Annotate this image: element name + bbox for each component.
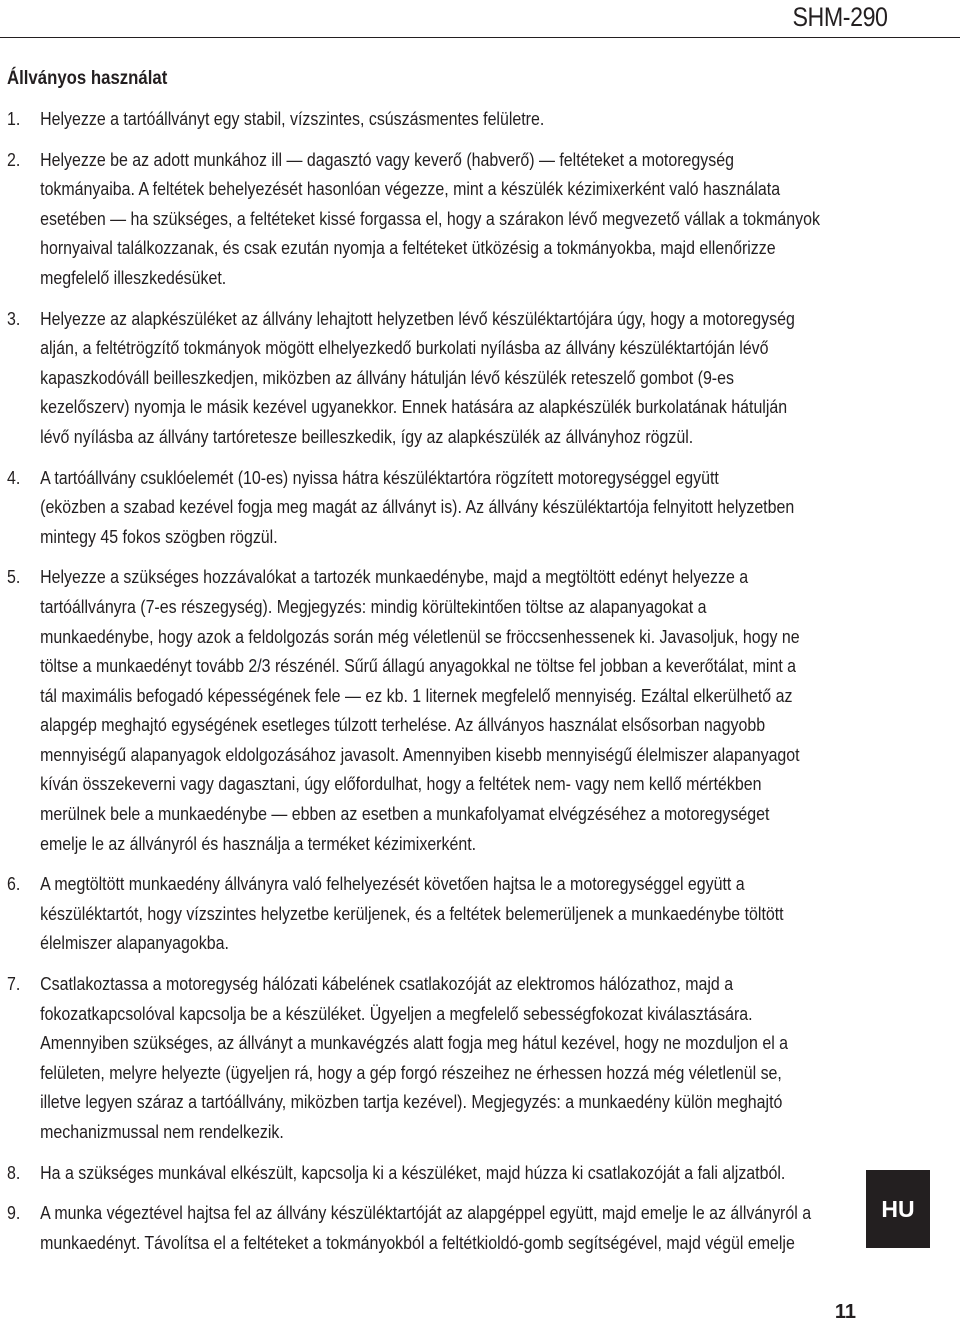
step-text-line: lévő nyílásba az állvány tartóretesze beilleszkedik, így az alapkészülék az állványhoz rögzül.	[40, 425, 694, 447]
step-text-line: Helyezze be az adott munkához ill — dagasztó vagy keverő (habverő) — feltéteket a motoregység	[40, 148, 734, 170]
list-item	[7, 1198, 841, 1257]
step-text-line: élelmiszer alapanyagokba.	[40, 932, 229, 954]
list-item	[7, 1158, 841, 1188]
step-text-line: mintegy 45 fokos szögben rögzül.	[40, 525, 278, 547]
instruction-list	[7, 104, 841, 1268]
step-text-line: esetében — ha szükséges, a feltéteket kissé forgassa el, hogy a szárakon lévő megvezető vállak a tokmányok	[40, 207, 820, 229]
step-text-line: A megtöltött munkaedény állványra való felhelyezését követően hajtsa le a motoregységgel együtt a	[40, 873, 745, 895]
step-text	[40, 463, 840, 552]
step-text-line: tokmányaiba. A feltétek behelyezését hasonlóan végezze, mint a készülék kézimixerként való használata	[40, 178, 781, 200]
step-text-line: illetve legyen száraz a tartóállvány, miközben tartja kezével). Megjegyzés: a munkaedény külön meghajtó	[40, 1091, 783, 1113]
step-text-line: alapgép meghajtó egységének esetleges túlzott terhelése. Az állványos használat elsősorban nagyobb	[40, 714, 766, 736]
step-text	[40, 304, 840, 452]
step-text-line: kezelőszerv) nyomja le másik kezével ugyanekkor. Ennek hatására az alapkészülék burkolatának hátulján	[40, 396, 788, 418]
step-text-line: emelje le az állványról és használja a terméket kézimixerként.	[40, 832, 477, 854]
step-number: 1.	[7, 108, 21, 129]
step-text-line: alján, a feltétrögzítő tokmányok mögött elhelyezkedő burkolati nyílásba az állvány készüléktartóján lévő	[40, 337, 769, 359]
step-text	[40, 869, 840, 958]
step-text	[40, 1158, 840, 1188]
section-title: Állványos használat	[7, 67, 168, 89]
step-number: 8.	[7, 1161, 21, 1183]
step-text-line: fokozatkapcsolóval kapcsolja be a készüléket. Ügyeljen a megfelelő sebességfokozat kiválasztására.	[40, 1002, 753, 1024]
step-number: 9.	[7, 1202, 21, 1224]
step-text-line: Ha a szükséges munkával elkészült, kapcsolja ki a készüléket, majd húzza ki csatlakozóját a fali aljzatból.	[40, 1161, 786, 1183]
step-text-line: Helyezze a szükséges hozzávalókat a tartozék munkaedénybe, majd a megtöltött edényt helyezze a	[40, 566, 749, 588]
list-item	[7, 463, 841, 552]
list-item	[7, 104, 841, 134]
step-text	[40, 145, 840, 293]
step-number: 7.	[7, 973, 21, 995]
list-item	[7, 304, 841, 452]
step-text-line: Amennyiben szükséges, az állványt a munkavégzés alatt fogja meg hátul kezével, hogy ne mozduljon el a	[40, 1032, 789, 1054]
list-item	[7, 562, 841, 858]
step-text	[40, 1198, 840, 1257]
step-text-line: mennyiségű alapanyagok eldolgozásához javasolt. Amennyiben kisebb mennyiségű élelmiszer alapanyagot	[40, 743, 800, 765]
step-text-line: töltse a munkaedényt tovább 2/3 részénél. Sűrű állagú anyagokkal ne töltse fel jobban a keverőtálat, mint a	[40, 655, 797, 677]
step-text-line: kapaszkodóváll beilleszkedjen, miközben az állvány hátulján lévő készülék reteszelő gombot (9-es	[40, 366, 734, 388]
step-text-line: Csatlakoztassa a motoregység hálózati kábelének csatlakozóját az elektromos hálózathoz, majd a	[40, 973, 734, 995]
page-number: 11	[834, 1301, 856, 1323]
model-number: SHM-290	[792, 2, 888, 32]
step-number: 4.	[7, 466, 21, 488]
step-text-line: Helyezze az alapkészüléket az állvány lehajtott helyzetben lévő készüléktartójára úgy, hogy a motoregység	[40, 307, 795, 329]
step-text-line: megfelelő illeszkedésüket.	[40, 266, 227, 288]
step-text-line: felületen, melyre helyezte (ügyeljen rá, hogy a gép forgó részeihez ne érhessen hozzá még véletlenül se,	[40, 1061, 782, 1083]
step-number: 6.	[7, 873, 21, 895]
step-text-line: Helyezze a tartóállványt egy stabil, vízszintes, csúszásmentes felületre.	[40, 108, 545, 129]
step-text-line: munkaedényt. Távolítsa el a feltéteket a tokmányokból a feltétkioldó-gomb segítségével, majd végül emelje	[40, 1231, 795, 1253]
step-text-line: munkaedénybe, hogy azok a feldolgozás során még véletlenül se fröccsenhessenek ki. Javasoljuk, hogy ne	[40, 625, 800, 647]
step-text-line: (eközben a szabad kezével fogja meg magát az állványt is). Az állvány készüléktartója felnyitott helyzetben	[40, 496, 795, 518]
step-number: 2.	[7, 148, 21, 170]
step-text-line: A munka végeztével hajtsa fel az állvány készüléktartóját az alapgéppel együtt, majd emelje le az állványról a	[40, 1202, 812, 1224]
step-text-line: hornyaival találkozzanak, és csak ezután nyomja a feltéteket ütközésig a tokmányokba, majd ellenőrizze	[40, 237, 776, 259]
header-rule	[0, 37, 960, 38]
step-text	[40, 104, 840, 134]
step-text-line: mechanizmussal nem rendelkezik.	[40, 1121, 284, 1142]
step-text	[40, 562, 840, 858]
step-text-line: tartóállványra (7-es részegység). Megjegyzés: mindig körültekintően töltse az alapanyagokat a	[40, 595, 707, 617]
list-item	[7, 869, 841, 958]
step-text	[40, 969, 840, 1147]
step-text-line: tál maximális befogadó képességének fele — ez kb. 1 liternek megfelelő mennyiség. Ezáltal elkerülhető az	[40, 684, 793, 706]
step-text-line: készüléktartót, hogy vízszintes helyzetbe kerüljenek, és a feltétek belemerüljenek a munkaedénybe töltött	[40, 902, 784, 924]
step-text-line: A tartóállvány csuklóelemét (10-es) nyissa hátra készüléktartóra rögzített motoregységgel együtt	[40, 466, 719, 488]
list-item	[7, 145, 841, 293]
language-tab: HU	[866, 1170, 930, 1248]
list-item	[7, 969, 841, 1147]
step-number: 3.	[7, 307, 21, 329]
step-text-line: merülnek bele a munkaedénybe — ebben az esetben a munkafolyamat elvégzéséhez a motoregységet	[40, 803, 770, 825]
step-number: 5.	[7, 566, 21, 588]
step-text-line: kíván összekeverni vagy dagasztani, úgy előfordulhat, hogy a feltétek nem- vagy nem kellő mértékben	[40, 773, 762, 795]
